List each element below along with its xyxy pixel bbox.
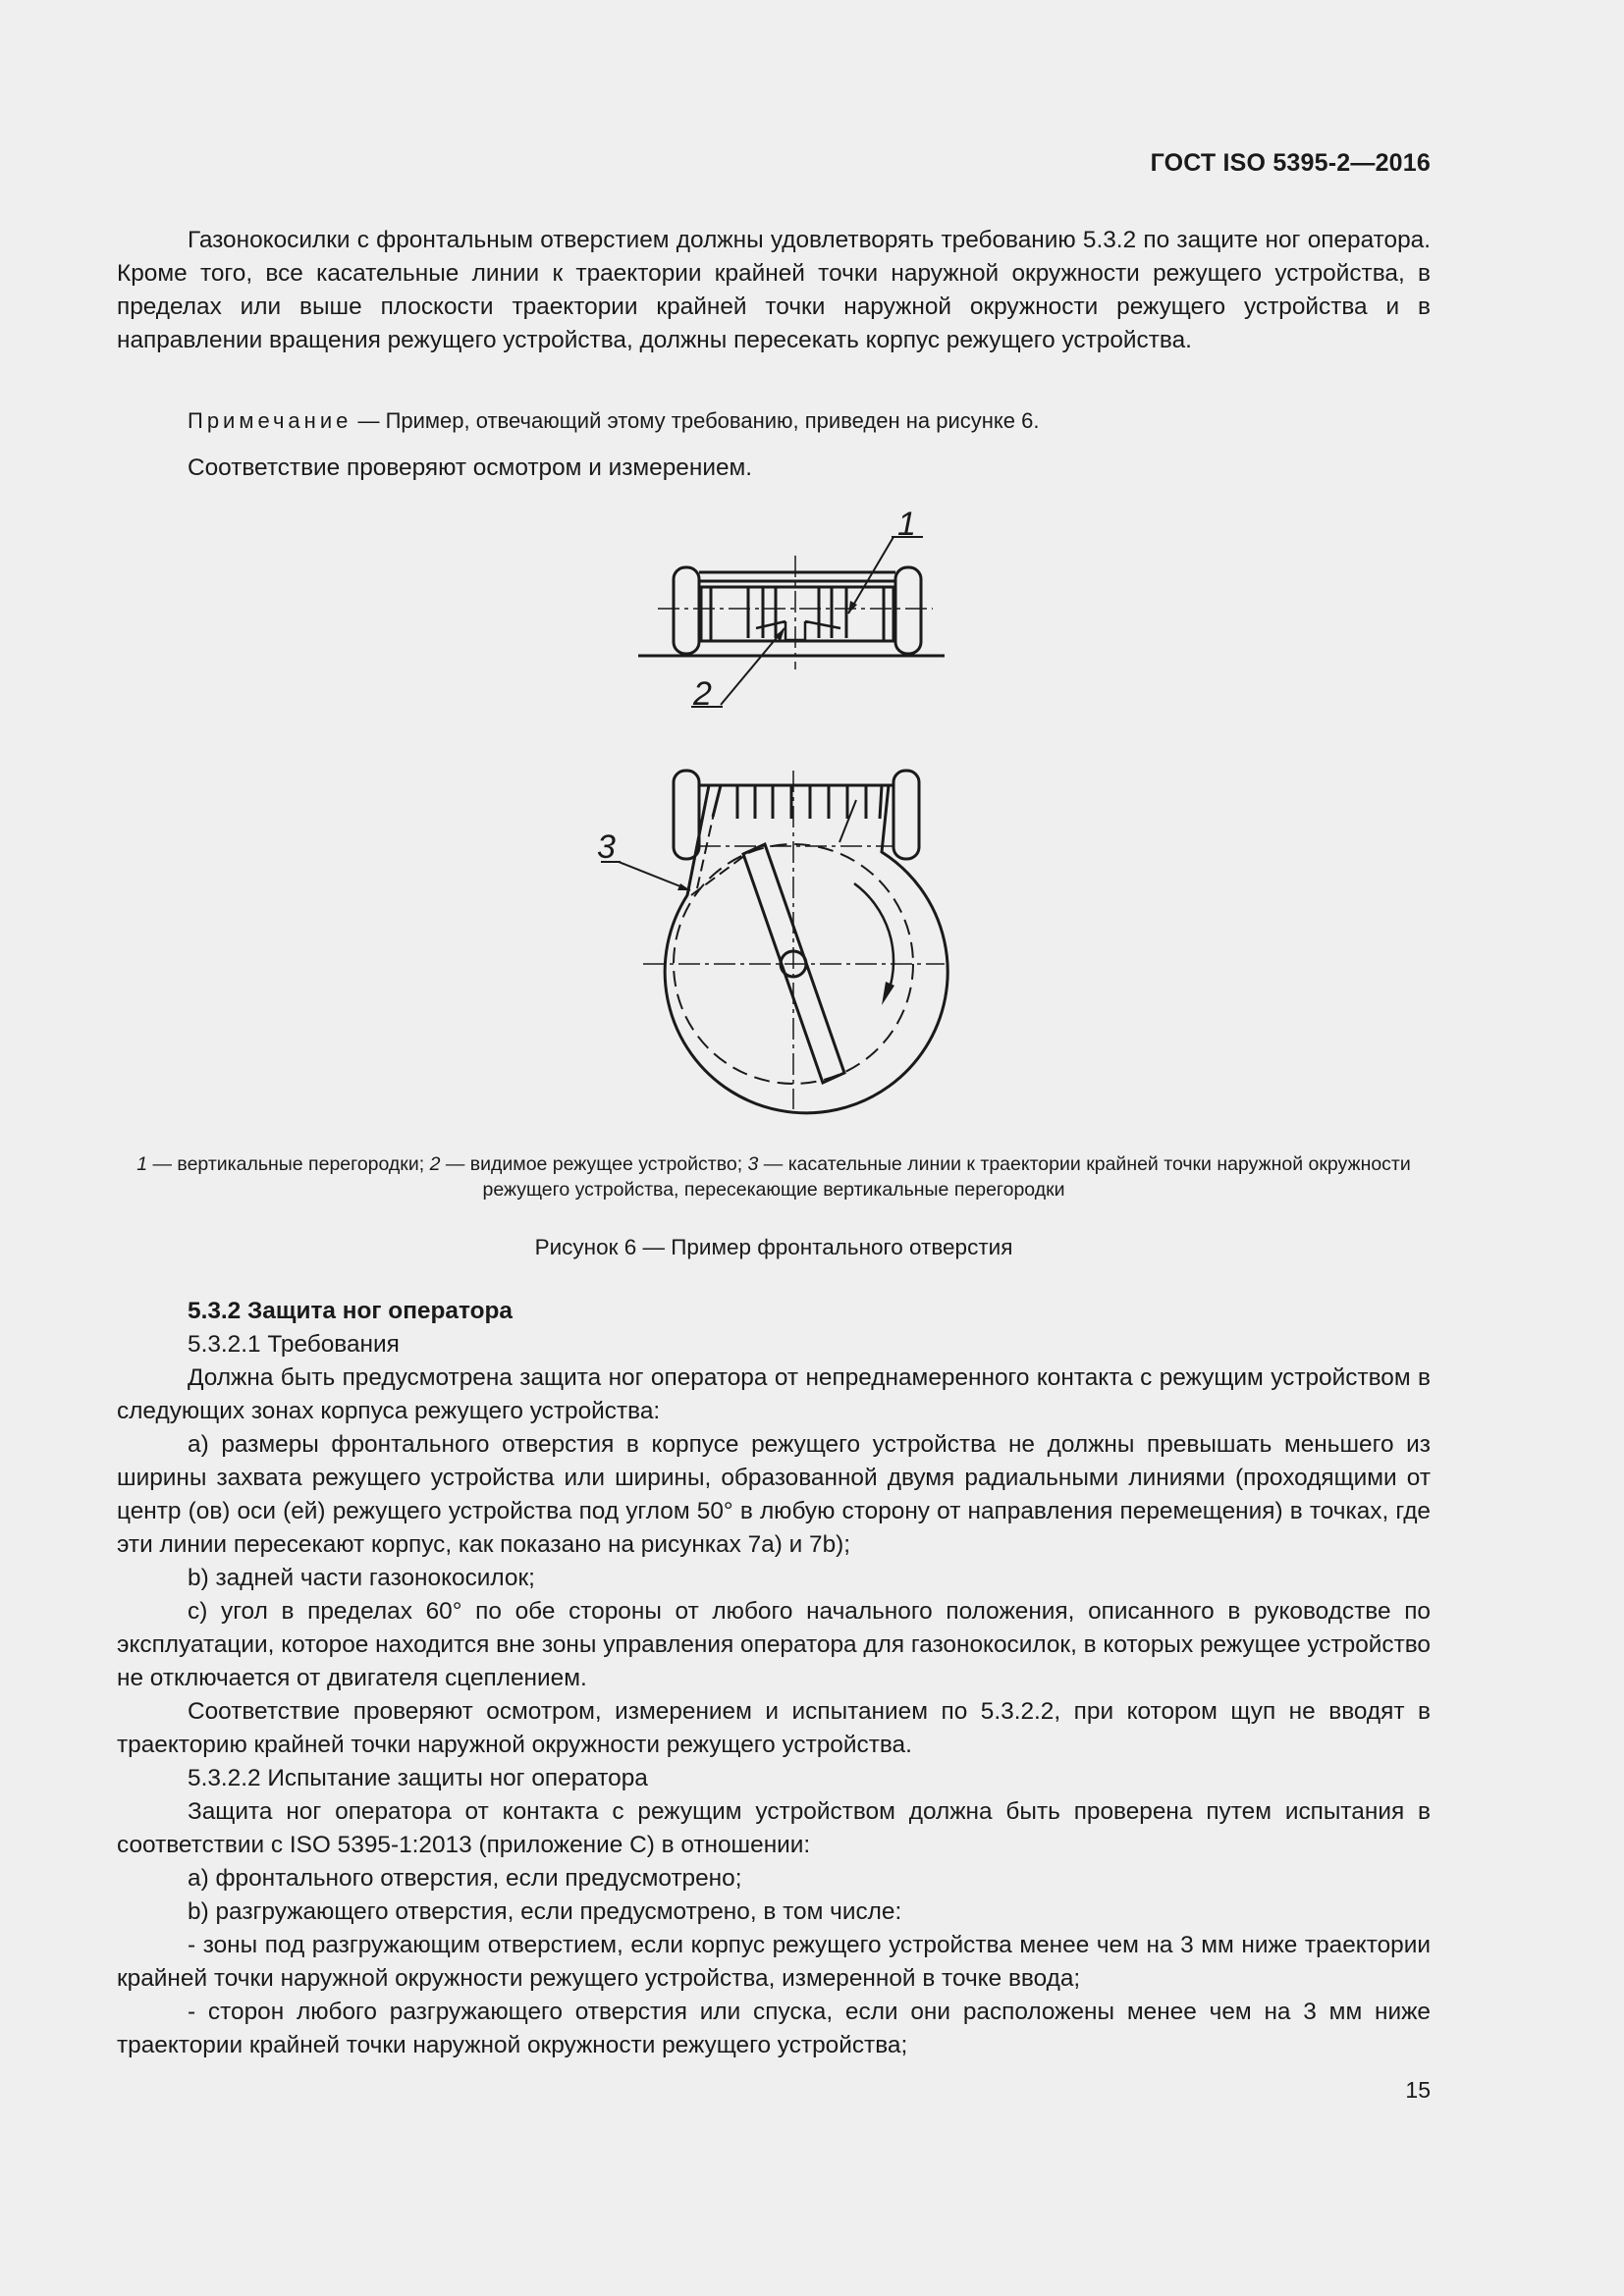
item-c: с) угол в пределах 60° по обе стороны от любого начального положения, описанного в руководстве по эксплуатации, которое находится вне зоны управления оператора для газонокосилок, в которых режущее устройство не отключается от двигателя сцеплением.	[117, 1598, 1431, 1691]
document-header: ГОСТ ISO 5395-2—2016	[1150, 149, 1431, 177]
rotation-arrow	[854, 883, 893, 991]
plan-view-left-wheel	[674, 771, 699, 859]
dash-item-1: - зоны под разгружающим отверстием, если корпус режущего устройства менее чем на 3 мм ниже траектории крайней точки наружной окружности режущего устройства, измеренной в точке ввода;	[117, 1932, 1431, 1992]
legend-3-num: 3	[747, 1153, 759, 1175]
callout-1-label: 1	[897, 506, 916, 543]
note-block	[117, 406, 1431, 436]
intro-block	[117, 224, 1431, 357]
legend-1-num: 1	[136, 1153, 148, 1175]
conformity-block	[117, 452, 1431, 485]
section-5-3-2	[117, 1295, 1431, 2062]
figure-title: Рисунок 6 — Пример фронтального отверстия	[534, 1235, 1013, 1259]
callout-2-label: 2	[693, 675, 712, 713]
conformity-paragraph: Соответствие проверяют осмотром и измерением.	[188, 454, 753, 481]
page-number: 15	[1405, 2077, 1431, 2103]
top-view-blade	[756, 621, 840, 640]
note	[117, 406, 1431, 436]
note-label: Примечание	[188, 408, 352, 433]
top-view-right-wheel	[895, 567, 921, 654]
item-a: а) размеры фронтального отверстия в корпусе режущего устройства не должны превышать меньшего из ширины захвата режущего устройства или ширины, образованной двумя радиальными линиями (проходящими от центр (ов) оси (ей) режущего устройства под углом 50° в любую сторону от направления перемещения) в точках, где эти линии пересекают корпус, как показано на рисунках 7а) и 7b);	[117, 1431, 1431, 1558]
plan-view-housing	[665, 785, 947, 1113]
legend-2-num: 2	[429, 1153, 441, 1175]
legend-3-text: — касательные линии к траектории крайней точки наружной окружности режущего устройства, пересекающие вертикальные перегородки	[482, 1153, 1411, 1201]
item-b2: b) разгружающего отверстия, если предусмотрено, в том числе:	[188, 1898, 902, 1925]
item-b: b) задней части газонокосилок;	[188, 1565, 535, 1591]
legend-1-text: — вертикальные перегородки;	[147, 1153, 430, 1175]
item-a2: а) фронтального отверстия, если предусмотрено;	[188, 1865, 742, 1892]
callout-1-leader	[848, 537, 893, 614]
section-paragraph-2: Соответствие проверяют осмотром, измерением и испытанием по 5.3.2.2, при котором щуп не вводят в траекторию крайней точки наружной окружности режущего устройства.	[117, 1698, 1431, 1758]
top-view-housing	[701, 587, 893, 641]
section-paragraph-3: Защита ног оператора от контакта с режущим устройством должна быть проверена путем испытания в соответствии с ISO 5395-1:2013 (приложение С) в отношении:	[117, 1798, 1431, 1858]
callout-3-label: 3	[597, 828, 616, 866]
note-text: — Пример, отвечающий этому требованию, приведен на рисунке 6.	[352, 408, 1040, 433]
subsection-5-3-2-1: 5.3.2.1 Требования	[188, 1331, 400, 1358]
top-view-left-wheel	[674, 567, 699, 654]
section-paragraph-1: Должна быть предусмотрена защита ног оператора от непреднамеренного контакта с режущим устройством в следующих зонах корпуса режущего устройства:	[117, 1364, 1431, 1424]
figure-legend	[117, 1151, 1431, 1202]
subsection-5-3-2-2: 5.3.2.2 Испытание защиты ног оператора	[188, 1765, 648, 1791]
section-heading: 5.3.2 Защита ног оператора	[188, 1298, 513, 1324]
dash-item-2: - сторон любого разгружающего отверстия или спуска, если они расположены менее чем на 3 мм ниже траектории крайней точки наружной окружности режущего устройства;	[117, 1999, 1431, 2058]
intro-paragraph: Газонокосилки с фронтальным отверстием должны удовлетворять требованию 5.3.2 по защите ног оператора. Кроме того, все касательные линии к траектории крайней точки наружной окружности режущего устройства, в пределах или выше плоскости траектории крайней точки наружной окружности режущего устройства и в направлении вращения режущего устройства, должны пересекать корпус режущего устройства.	[117, 227, 1431, 353]
plan-view-right-wheel	[893, 771, 919, 859]
legend-2-text: — видимое режущее устройство;	[440, 1153, 748, 1175]
